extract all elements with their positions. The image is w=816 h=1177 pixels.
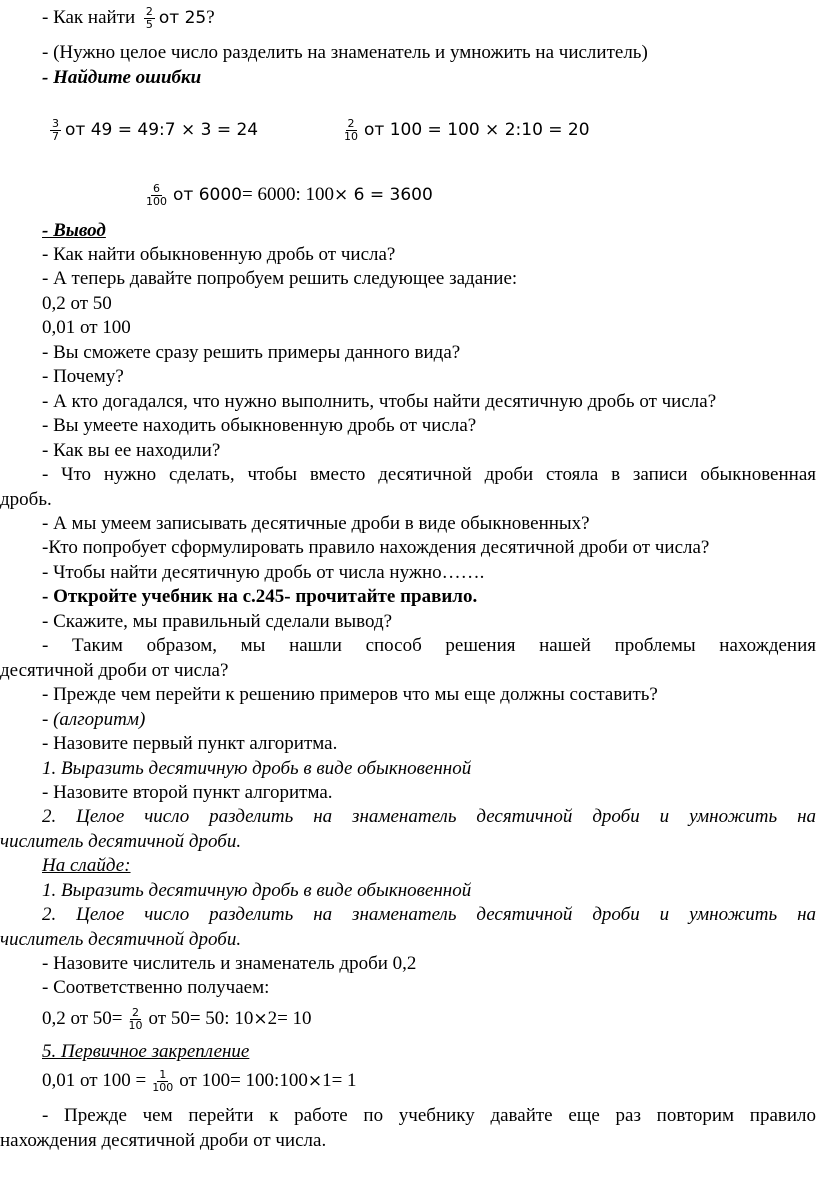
algorithm-step-1: 1. Выразить десятичную дробь в виде обыкновенной (42, 758, 472, 779)
open-textbook-line: - Откройте учебник на с.245- прочитайте правило. (42, 586, 478, 607)
algorithm-step-2-first: 2. Целое число разделить на знаменатель десятичной дроби и умножить на (42, 806, 816, 827)
find-errors-heading: - Найдите ошибки (42, 67, 202, 88)
equation-2 (338, 115, 590, 145)
equation-3-part-a: от 6000 (173, 185, 242, 205)
text-line: - А мы умеем записывать десятичные дроби в виде обыкновенных? (42, 513, 590, 534)
final-paragraph-first: - Прежде чем перейти к работе по учебнику давайте еще раз повторим правило (42, 1105, 816, 1126)
equation-3-part-c: × 6 = 3600 (333, 185, 433, 205)
text-line: - Прежде чем перейти к решению примеров что мы еще должны составить? (42, 684, 658, 705)
text-line: - Назовите второй пункт алгоритма. (42, 782, 333, 803)
equation-2-expr: от 100 = 100 × 2:10 = 20 (364, 120, 590, 140)
fraction-2-10: $\frac{2}{10}$ (344, 117, 358, 144)
slide-step-1: 1. Выразить десятичную дробь в виде обыкновенной (42, 880, 472, 901)
fraction-2-5: $\frac{2}{5}$ (145, 5, 153, 31)
rule-hint-line: - (Нужно целое число разделить на знаменатель и умножить на числитель) (42, 42, 648, 63)
text-line: - Назовите первый пункт алгоритма. (42, 733, 338, 754)
conclusion-heading: - Вывод (42, 220, 106, 241)
text-line: - Вы сможете сразу решить примеры данного вида? (42, 342, 461, 363)
paragraph-thus-first: - Таким образом, мы нашли способ решения нашей проблемы нахождения (42, 635, 816, 656)
equation-3 (140, 180, 433, 210)
fraction-3-7: $\frac{3}{7}$ (52, 117, 59, 144)
algorithm-line: - (алгоритм) (42, 709, 146, 730)
slide-step-2-cont: числитель десятичной дроби. (0, 929, 242, 950)
paragraph-thus-cont: десятичной дроби от числа? (0, 660, 229, 681)
example-1-solution: 0,2 от 50= $\frac{2}{10}$ от 50= 50: 10×2= 10 (42, 1006, 312, 1033)
equation-1-expr: от 49 = 49:7 × 3 = 24 (65, 120, 259, 140)
text-line: - Вы умеете находить обыкновенную дробь от числа? (42, 415, 477, 436)
on-slide-heading: На слайде: (42, 855, 131, 876)
how-find-of-25: от 25 (158, 7, 207, 28)
paragraph-decimal-first: - Что нужно сделать, чтобы вместо десятичной дроби стояла в записи обыкновенная (42, 464, 816, 485)
text-line: -Кто попробует сформулировать правило нахождения десятичной дроби от числа? (42, 537, 710, 558)
fraction-6-100: $\frac{6}{100}$ (146, 182, 167, 209)
equation-1 (46, 115, 258, 145)
primary-fix-heading: 5. Первичное закрепление (42, 1041, 250, 1062)
example-line: 0,2 от 50 (42, 293, 112, 314)
slide-step-2-first: 2. Целое число разделить на знаменатель десятичной дроби и умножить на (42, 904, 816, 925)
text-line: - А кто догадался, что нужно выполнить, чтобы найти десятичную дробь от числа? (42, 391, 717, 412)
fraction-1-100-example: $\frac{1}{100}$ (152, 1068, 174, 1095)
paragraph-decimal-cont: дробь. (0, 489, 52, 510)
algorithm-step-2-cont: числитель десятичной дроби. (0, 831, 242, 852)
example-line: 0,01 от 100 (42, 317, 131, 338)
text-line: - Как найти обыкновенную дробь от числа? (42, 244, 396, 265)
text-line: - Как вы ее находили? (42, 440, 221, 461)
how-find-text: - Как найти (42, 6, 136, 28)
text-line: - Скажите, мы правильный сделали вывод? (42, 611, 393, 632)
final-paragraph-cont: нахождения десятичной дроби от числа. (0, 1130, 327, 1151)
equation-3-part-b: = 6000: 100 (241, 184, 334, 205)
text-line: - Чтобы найти десятичную дробь от числа нужно……. (42, 562, 485, 583)
text-line: - Соответственно получаем: (42, 977, 270, 998)
text-line: - А теперь давайте попробуем решить следующее задание: (42, 268, 518, 289)
question-mark: ? (206, 6, 215, 28)
example-2-solution: 0,01 от 100 = $\frac{1}{100}$ от 100= 100:100×1= 1 (42, 1068, 357, 1095)
how-find-line (42, 6, 215, 31)
text-line: - Почему? (42, 366, 124, 387)
fraction-2-10-example: $\frac{2}{10}$ (128, 1006, 143, 1033)
text-line: - Назовите числитель и знаменатель дроби 0,2 (42, 953, 417, 974)
